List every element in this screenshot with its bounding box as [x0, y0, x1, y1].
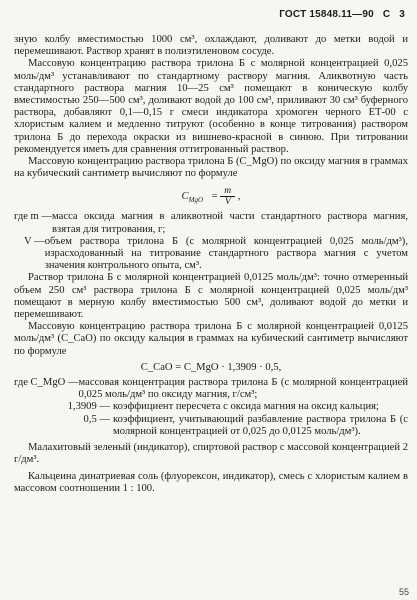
- page-header: [273, 9, 405, 21]
- definition-v-desc: объем раствора трилона Б (с молярной концентрацией 0,025 моль/дм³), израсходованный на титрование стандартного раствора магния с учетом значения контрольного опыта, см³.: [44, 235, 408, 272]
- standard-number: ГОСТ 15848.11—90: [279, 9, 374, 20]
- footer-page-number: 55: [398, 586, 409, 597]
- definition-m-desc: масса оксида магния в аликвотной части стандартного раствора магния, взятая для титрования, г;: [52, 211, 408, 235]
- formula-numerator: m: [220, 186, 235, 197]
- paragraph-1: зную колбу вместимостью 1000 см³, охлаждают, доливают до метки водой и перемешивают. Раствор хранят в полиэтиленовом сосуде.: [14, 34, 408, 58]
- definition-cmgo: [14, 377, 408, 401]
- definition-cmgo-term: где C_MgO —: [14, 377, 79, 389]
- formula-lhs: $C_{MgO}$: [181, 191, 203, 205]
- definition-m: [14, 211, 408, 235]
- definition-cmgo-desc: массовая концентрация раствора трилона Б (с молярной концентрацией 0,025 моль/дм³ по оксиду магния, г/см³;: [78, 377, 408, 401]
- paragraph-4: Раствор трилона Б с молярной концентрацией 0,0125 моль/дм³: точно отмеренный объем 250 см³ раствора трилона Б с молярной концентрацией 0,025 моль/дм³ помещают в мерную колбу вместимостью 500 см³, доливают водой до метки и перемешивают.: [14, 272, 408, 321]
- definition-k1: [14, 401, 408, 413]
- definition-v: [14, 236, 408, 273]
- formula-cao: C_CaO = C_MgO · 1,3909 · 0,5,: [140, 361, 282, 373]
- standard-letter: С: [382, 9, 391, 20]
- definition-v-term: V —: [24, 235, 45, 247]
- header-page-number: 3: [399, 9, 405, 20]
- formula-equals: =: [209, 191, 221, 203]
- formula-fraction: [220, 186, 235, 207]
- definition-k1-desc: коэффициент пересчета с оксида магния на оксид кальция;: [113, 401, 379, 413]
- paragraph-5: Массовую концентрацию раствора трилона Б с молярной концентрацией 0,0125 моль/дм³ (C_CaO) по оксиду кальция в граммах на кубический сантиметр вычисляют по формуле: [14, 321, 408, 357]
- definition-k2-term: 0,5 —: [83, 413, 110, 425]
- paragraph-2: Массовую концентрацию раствора трилона Б с молярной концентрацией 0,025 моль/дм³ устанавливают по стандартному раствору магния. Аликвотную часть стандартного раствора магния 10—25 см³ помещают в коническую колбу вместимостью 250—500 см³, доливают водой до 100 см³, приливают 30 см³ буферного раствора, добавляют 0,1—0,15 г смеси индикатора хромоген черного ЕТ-00 с хлористым калием и медленно титруют (особенно в конце титрования) раствором трилона Б до перехода окраски из вишнево-красной в синюю. При титровании рекомендуется иметь для сравнения оттитрованный раствор.: [14, 58, 408, 155]
- formula-mgo: [14, 186, 408, 207]
- definition-k2: [14, 414, 408, 438]
- formula-denominator: V: [224, 197, 231, 208]
- paragraph-7: Кальцеина динатриевая соль (флуорексон, индикатор), смесь с хлористым калием в массовом соотношении 1 : 100.: [14, 470, 408, 494]
- formula-tail: ,: [235, 191, 241, 203]
- document-body: [14, 34, 408, 495]
- paragraph-3: Массовую концентрацию раствора трилона Б (C_MgO) по оксиду магния в граммах на кубический сантиметр вычисляют по формуле: [14, 156, 408, 180]
- definition-k2-desc: коэффициент, учитывающий разбавление раствора трилона Б (с молярной концентрацией от 0,025 до 0,0125 моль/дм³).: [113, 413, 408, 437]
- definition-k1-term: 1,3909 —: [67, 401, 110, 413]
- definition-m-term: где m —: [14, 211, 53, 223]
- paragraph-6: Малахитовый зеленый (индикатор), спиртовой раствор с массовой концентрацией 2 г/дм³.: [14, 442, 408, 466]
